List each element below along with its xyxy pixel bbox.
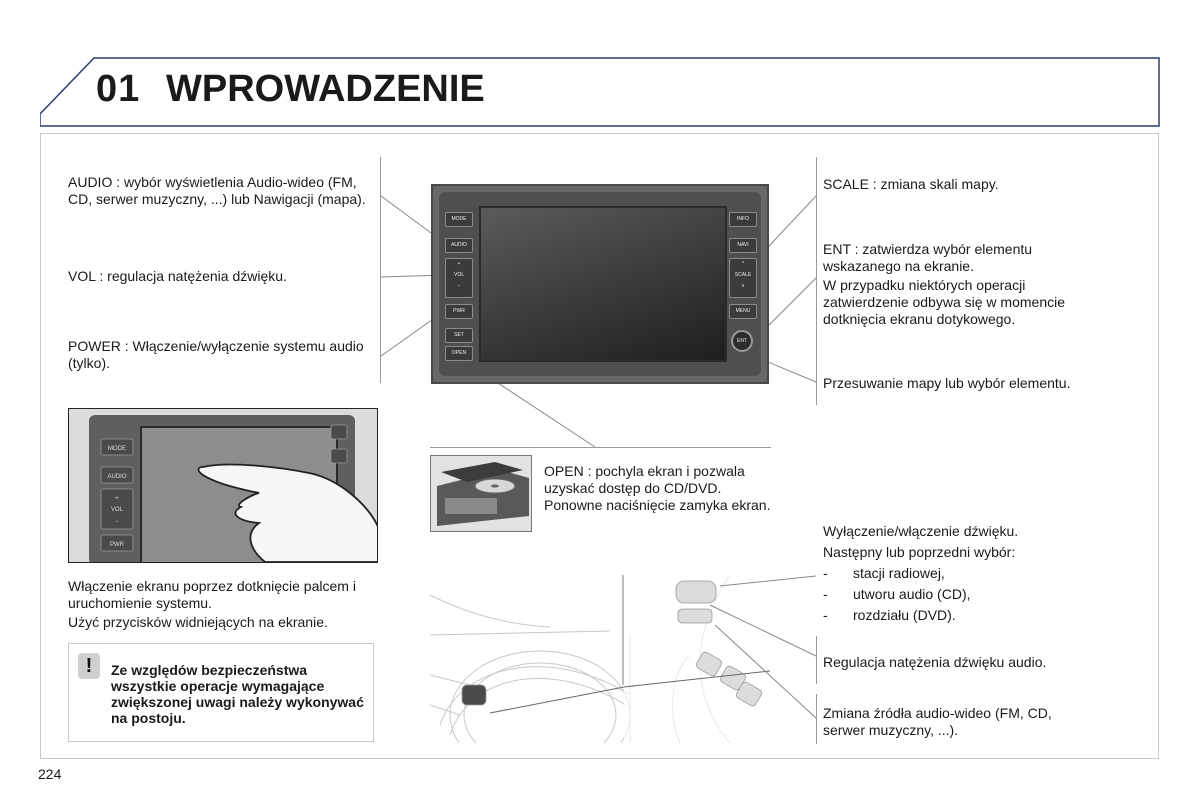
list-item: [823, 565, 945, 582]
steering-callout-divider: [816, 636, 817, 684]
list-label: utworu audio (CD),: [853, 586, 971, 602]
list-dash: -: [823, 607, 828, 623]
list-label: rozdziału (DVD).: [853, 607, 956, 623]
ent-callout: ENT : zatwierdza wybór elementu wskazanego na ekranie.: [823, 241, 1033, 274]
pwr-button[interactable]: PWR: [445, 304, 473, 319]
page-number: 224: [38, 766, 62, 782]
open-button[interactable]: OPEN: [445, 346, 473, 361]
set-button[interactable]: SET: [445, 328, 473, 343]
source-callout-divider: [816, 694, 817, 744]
audio-callout: AUDIO : wybór wyświetlenia Audio-wideo (FM, CD, serwer muzyczny, ...) lub Nawigacji (mapa).: [68, 174, 366, 207]
vol-label: VOL: [453, 272, 464, 278]
page-title: WPROWADZENIE: [166, 68, 485, 110]
move-callout: Przesuwanie mapy lub wybór elementu.: [823, 375, 1071, 391]
list-item: [823, 607, 956, 624]
touch-caption-line2: Użyć przycisków widniejących na ekranie.: [68, 614, 328, 630]
source-callout: Zmiana źródła audio-wideo (FM, CD, serwer muzyczny, ...).: [823, 705, 1052, 738]
warning-text: Ze względów bezpieczeństwa wszystkie operacje wymagające zwiększonej uwagi należy wykonywać na postoju.: [111, 662, 364, 726]
svg-text:−: −: [115, 519, 119, 525]
power-callout: POWER : Włączenie/wyłączenie systemu audio (tylko).: [68, 338, 364, 371]
ent-note: W przypadku niektórych operacji zatwierdzenie odbywa się w momencie dotknięcia ekranu dotykowego.: [823, 277, 1065, 327]
svg-text:VOL: VOL: [110, 507, 124, 513]
list-item: [823, 586, 971, 603]
audio-button[interactable]: AUDIO: [445, 238, 473, 253]
next-prev-callout: Następny lub poprzedni wybór:: [823, 544, 1016, 560]
warning-icon: !: [78, 653, 100, 679]
volume-callout: Regulacja natężenia dźwięku audio.: [823, 654, 1047, 670]
mode-button[interactable]: MODE: [445, 212, 473, 227]
scale-callout: SCALE : zmiana skali mapy.: [823, 176, 999, 192]
menu-button[interactable]: MENU: [729, 304, 757, 319]
scale-down-icon: v: [741, 283, 745, 289]
list-dash: -: [823, 565, 828, 581]
scale-up-icon: ^: [741, 261, 745, 267]
svg-text:MODE: MODE: [108, 446, 126, 452]
ent-label: ENT: [737, 338, 747, 344]
list-label: stacji radiowej,: [853, 565, 945, 581]
svg-text:+: +: [115, 496, 119, 502]
svg-text:PWR: PWR: [110, 542, 124, 548]
info-button[interactable]: INFO: [729, 212, 757, 227]
list-dash: -: [823, 586, 828, 602]
scale-label: SCALE: [734, 272, 752, 278]
touch-caption-line1: Włączenie ekranu poprzez dotknięcie palcem i uruchomienie systemu.: [68, 578, 356, 611]
vol-minus-icon: −: [457, 283, 461, 289]
mute-callout: Wyłączenie/włączenie dźwięku.: [823, 523, 1019, 539]
section-number: 01: [96, 68, 141, 110]
vol-callout: VOL : regulacja natężenia dźwięku.: [68, 268, 287, 284]
svg-text:AUDIO: AUDIO: [107, 474, 127, 480]
open-callout: OPEN : pochyla ekran i pozwala uzyskać dostęp do CD/DVD. Ponowne naciśnięcie zamyka ekran.: [544, 463, 771, 513]
navi-button[interactable]: NAVI: [729, 238, 757, 253]
vol-plus-icon: +: [457, 261, 461, 267]
